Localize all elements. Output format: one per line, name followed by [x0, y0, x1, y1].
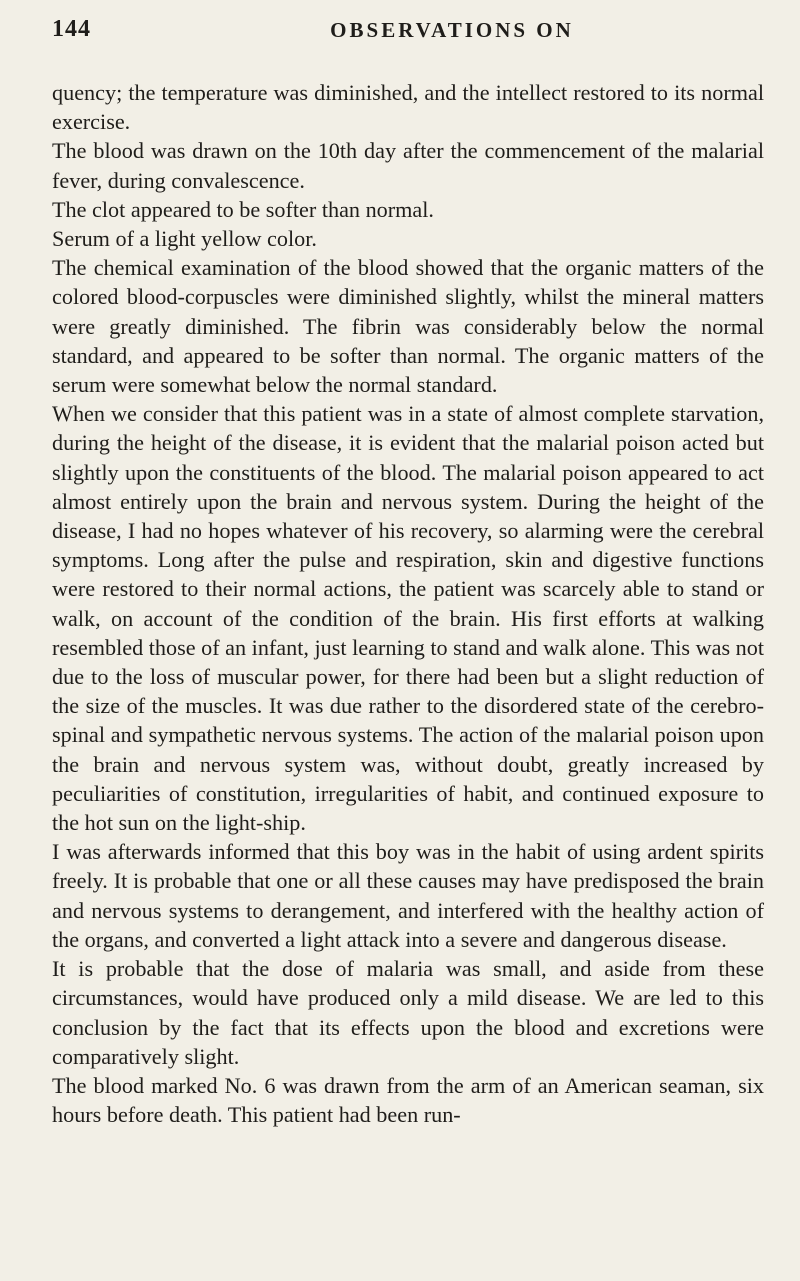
- paragraph-blood-drawn: The blood was drawn on the 10th day after the commencement of the malarial fever, during convalescence.: [52, 138, 764, 193]
- paragraph-blood-no-6: The blood marked No. 6 was drawn from the arm of an American seaman, six hours before death. This patient had been run-: [52, 1072, 764, 1128]
- paragraph-dose-of-malaria: It is probable that the dose of malaria was small, and aside from these circumstances, would have produced only a mild disease. We are led to this conclusion by the fact that its effects upon the blood and excretions were comparatively slight.: [52, 956, 764, 1069]
- page-header: [52, 12, 762, 52]
- paragraph-ardent-spirits: I was afterwards informed that this boy was in the habit of using ardent spirits freely. It is probable that one or all these causes may have predisposed the brain and nervous systems to derangement, and interfered with the healthy action of the organs, and converted a light attack into a severe and dangerous disease.: [52, 839, 764, 952]
- paragraph-serum: Serum of a light yellow color.: [52, 226, 317, 252]
- paragraph-starvation: When we consider that this patient was in a state of almost complete starvation, during the height of the disease, it is evident that the malarial poison acted but slightly upon the constituents of the blood. The malarial poison appeared to act almost entirely upon the brain and nervous system. During the height of the disease, I had no hopes whatever of his recovery, so alarming were the cerebral symptoms. Long after the pulse and respiration, skin and digestive functions were restored to their normal actions, the patient was scarcely able to stand or walk, on account of the condition of the brain. His first efforts at walking resembled those of an infant, just learning to stand and walk alone. This was not due to the loss of muscular power, for there had been but a slight reduction of the size of the muscles. It was due rather to the disordered state of the cerebro-spinal and sympathetic nervous systems. The action of the malarial poison upon the brain and nervous system was, without doubt, greatly increased by peculiarities of constitution, irregularities of habit, and continued exposure to the hot sun on the light-ship.: [52, 401, 764, 836]
- running-head: OBSERVATIONS ON: [330, 18, 574, 42]
- body-text: [52, 78, 764, 1129]
- paragraph-clot: The clot appeared to be softer than normal.: [52, 196, 434, 222]
- page-number: 144: [52, 16, 91, 42]
- paragraph-continuation: quency; the temperature was diminished, and the intellect restored to its normal exercise.: [52, 80, 764, 135]
- paragraph-chemical-examination: The chemical examination of the blood showed that the organic matters of the colored blood-corpuscles were diminished slightly, whilst the mineral matters were greatly diminished. The fibrin was considerably below the normal standard, and appeared to be softer than normal. The organic matters of the serum were somewhat below the normal standard.: [52, 255, 764, 398]
